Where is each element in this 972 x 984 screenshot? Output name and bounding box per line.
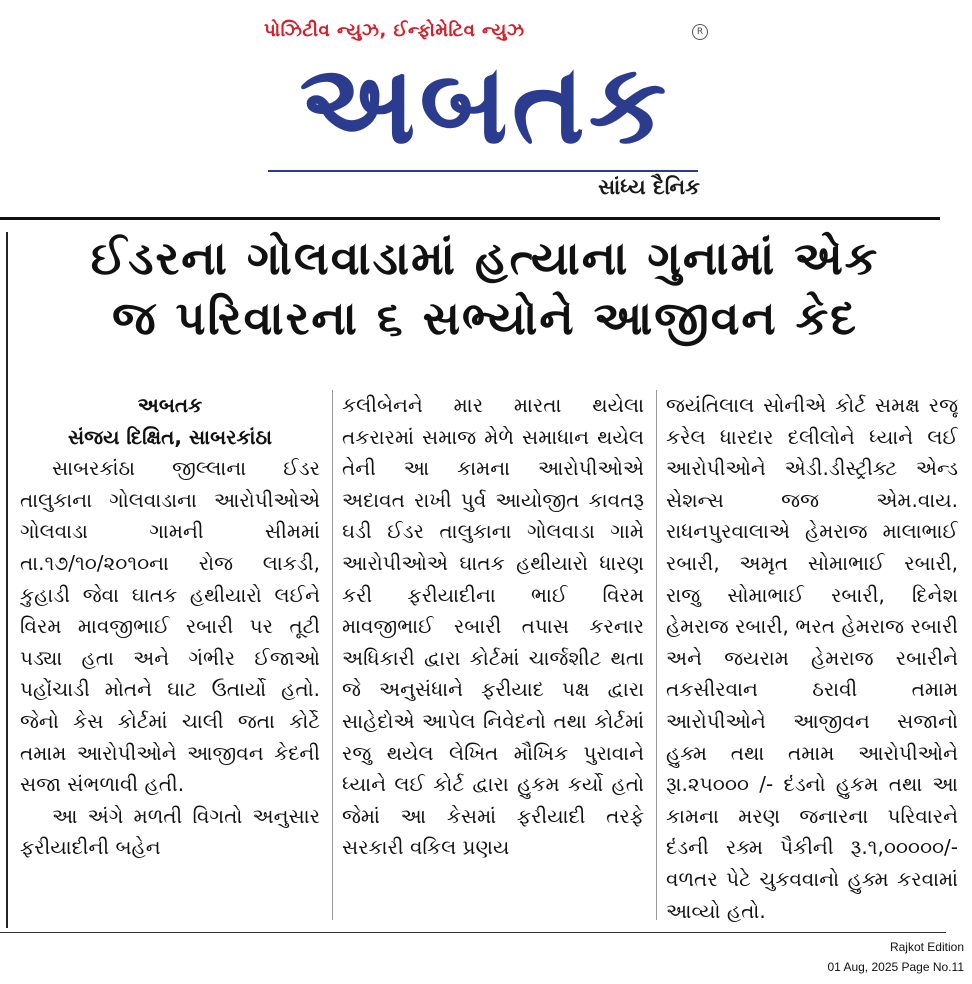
logo-underline <box>268 170 698 172</box>
byline-paper: અબતક <box>137 393 203 417</box>
footer-edition: Rajkot Edition <box>889 940 964 954</box>
column-divider-1 <box>332 390 333 920</box>
column-2-text: કલીબેનને માર મારતા થયેલા તકરારમાં સમાજ મેળે સમાધાન થયેલ તેની આ કામના આરોપીઓએ અદાવત રાખી પુર્વ આયોજીત કાવતરૂ ઘડી ઈડર તાલુકાના ગોલવાડા ગામે આરોપીઓએ ઘાતક હથીયારો ધારણ કરી ફરીયાદીના ભાઈ વિરમ માવજીભાઈ રબારી તપાસ કરનાર અધિકારી દ્વારા કોર્ટમાં ચાર્જશીટ થતા જે અનુસંધાને ફરીયાદ પક્ષ દ્વારા સાહેદોએ આપેલ નિવેદનો તથા કોર્ટમાં રજુ થયેલ લેખિત મૌખિક પુરાવાને ધ્યાને લઈ કોર્ટ દ્વારા હુકમ કર્યો હતો જેમાં આ કેસમાં ફરીયાદી તરફે સરકારી વકિલ પ્રણય <box>342 393 644 860</box>
header-divider <box>0 217 940 220</box>
registered-trademark-icon: R <box>692 24 708 40</box>
article-headline <box>20 228 950 348</box>
paragraph-2: આ અંગે મળતી વિગતો અનુસાર ફરીયાદીની બહેન <box>20 803 320 860</box>
paragraph-1: સાબરકાંઠા જીલ્લાના ઈડર તાલુકાના ગોલવાડાના આરોપીઓએ ગોલવાડા ગામની સીમમાં તા.૧૭/૧૦/૨૦૧૦ના રોજ લાકડી, કુહાડી જેવા ઘાતક હથીયારો લઈને વિરમ માવજીભાઈ રબારી પર તૂટી પડ્યા હતા અને ગંભીર ઈજાઓ પહોંચાડી મોતને ઘાટ ઉતાર્યો હતો. જેનો કેસ કોર્ટમાં ચાલી જતા કોર્ટે તમામ આરોપીઓને આજીવન કેદની સજા સંભળાવી હતી. <box>20 456 320 797</box>
article-left-border <box>6 232 8 928</box>
article-column-1 <box>20 390 320 930</box>
newspaper-logo: અબતક <box>299 40 671 168</box>
headline-line-1: ઈડરના ગોલવાડામાં હત્યાના ગુનામાં એક <box>90 231 880 285</box>
column-divider-2 <box>656 390 657 920</box>
article-body <box>14 390 958 930</box>
article-column-2 <box>342 390 644 930</box>
byline-author: સંજય દિક્ષિત, સાબરકાંઠા <box>67 424 273 449</box>
article-column-3 <box>666 390 958 930</box>
column-3-text: જયંતિલાલ સોનીએ કોર્ટ સમક્ષ રજૂ કરેલ ધારદાર દલીલોને ધ્યાને લઈ આરોપીઓને એડી.ડીસ્ટ્રીક્ટ એન્ડ સેશન્સ જજ એમ.વાય. રાધનપુરવાલાએ હેમરાજ માલાભાઈ રબારી, અમૃત સોમાભાઈ રબારી, રાજુ સોમાભાઈ રબારી, દિનેશ હેમરાજ રબારી, ભરત હેમરાજ રબારી અને જયરામ હેમરાજ રબારીને તકસીરવાન ઠરાવી તમામ આરોપીઓને આજીવન સજાનો હુક્મ તથા તમામ આરોપીઓને રૂા.૨૫૦૦૦ /- દંડનો હુકમ તથા આ કામના મરણ જનારના પરિવારને દંડની રક્મ પૈકીની રૂ.૧,૦૦૦૦૦/- વળતર પેટે ચુકવવાનો હુક્મ કરવામાં આવ્યો હતો. <box>666 393 958 923</box>
footer-date-page: 01 Aug, 2025 Page No.11 <box>827 960 964 974</box>
masthead <box>0 0 972 215</box>
footer-divider <box>0 932 946 933</box>
masthead-tagline: પોઝિટીવ ન્યુઝ, ઈન્ફોમેટિવ ન્યુઝ <box>264 20 525 41</box>
headline-line-2: જ પરિવારના ૬ સભ્યોને આજીવન કેદ <box>112 291 858 345</box>
edition-type-label: સાંધ્ય દૈનિક <box>598 175 700 199</box>
